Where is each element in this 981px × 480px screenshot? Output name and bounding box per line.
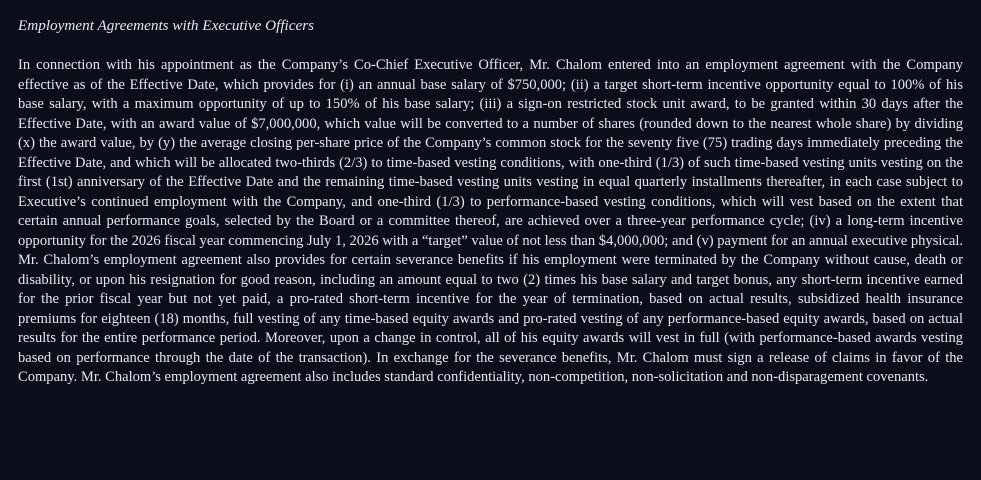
section-heading: Employment Agreements with Executive Officers <box>18 17 315 34</box>
body-paragraph: In connection with his appointment as the Company’s Co-Chief Executive Officer, Mr. Chalom entered into an employment agreement with the Company effective as of the Effective Date, which provides for (i) an annual base salary of $750,000; (ii) a target short-term incentive opportunity equal to 100% of his base salary, with a maximum opportunity of up to 150% of his base salary; (iii) a sign-on restricted stock unit award, to be granted within 30 days after the Effective Date, with an award value of $7,000,000, which value will be converted to a number of shares (rounded down to the nearest whole share) by dividing (x) the award value, by (y) the average closing per-share price of the Company’s common stock for the seventy five (75) trading days immediately preceding the Effective Date, and which will be allocated two-thirds (2/3) to time-based vesting conditions, with one-third (1/3) of such time-based vesting units vesting on the first (1st) anniversary of the Effective Date and the remaining time-based vesting units vesting in equal quarterly installments thereafter, in each case subject to Executive’s continued employment with the Company, and one-third (1/3) to performance-based vesting conditions, which will vest based on the extent that certain annual performance goals, selected by the Board or a committee thereof, are achieved over a three-year performance cycle; (iv) a long-term incentive opportunity for the 2026 fiscal year commencing July 1, 2026 with a “target” value of not less than $4,000,000; and (v) payment for an annual executive physical. Mr. Chalom’s employment agreement also provides for certain severance benefits if his employment were terminated by the Company without cause, death or disability, or upon his resignation for good reason, including an amount equal to two (2) times his base salary and target bonus, any short-term incentive earned for the prior fiscal year but not yet paid, a pro-rated short-term incentive for the year of termination, based on actual results, subsidized health insurance premiums for eighteen (18) months, full vesting of any time-based equity awards and pro-rated vesting of any performance-based equity awards, based on actual results for the entire performance period. Moreover, upon a change in control, all of his equity awards will vest in full (with performance-based awards vesting based on performance through the date of the transaction). In exchange for the severance benefits, Mr. Chalom must sign a release of claims in favor of the Company. Mr. Chalom’s employment agreement also includes standard confidentiality, non-competition, non-solicitation and non-disparagement covenants. <box>18 57 963 385</box>
